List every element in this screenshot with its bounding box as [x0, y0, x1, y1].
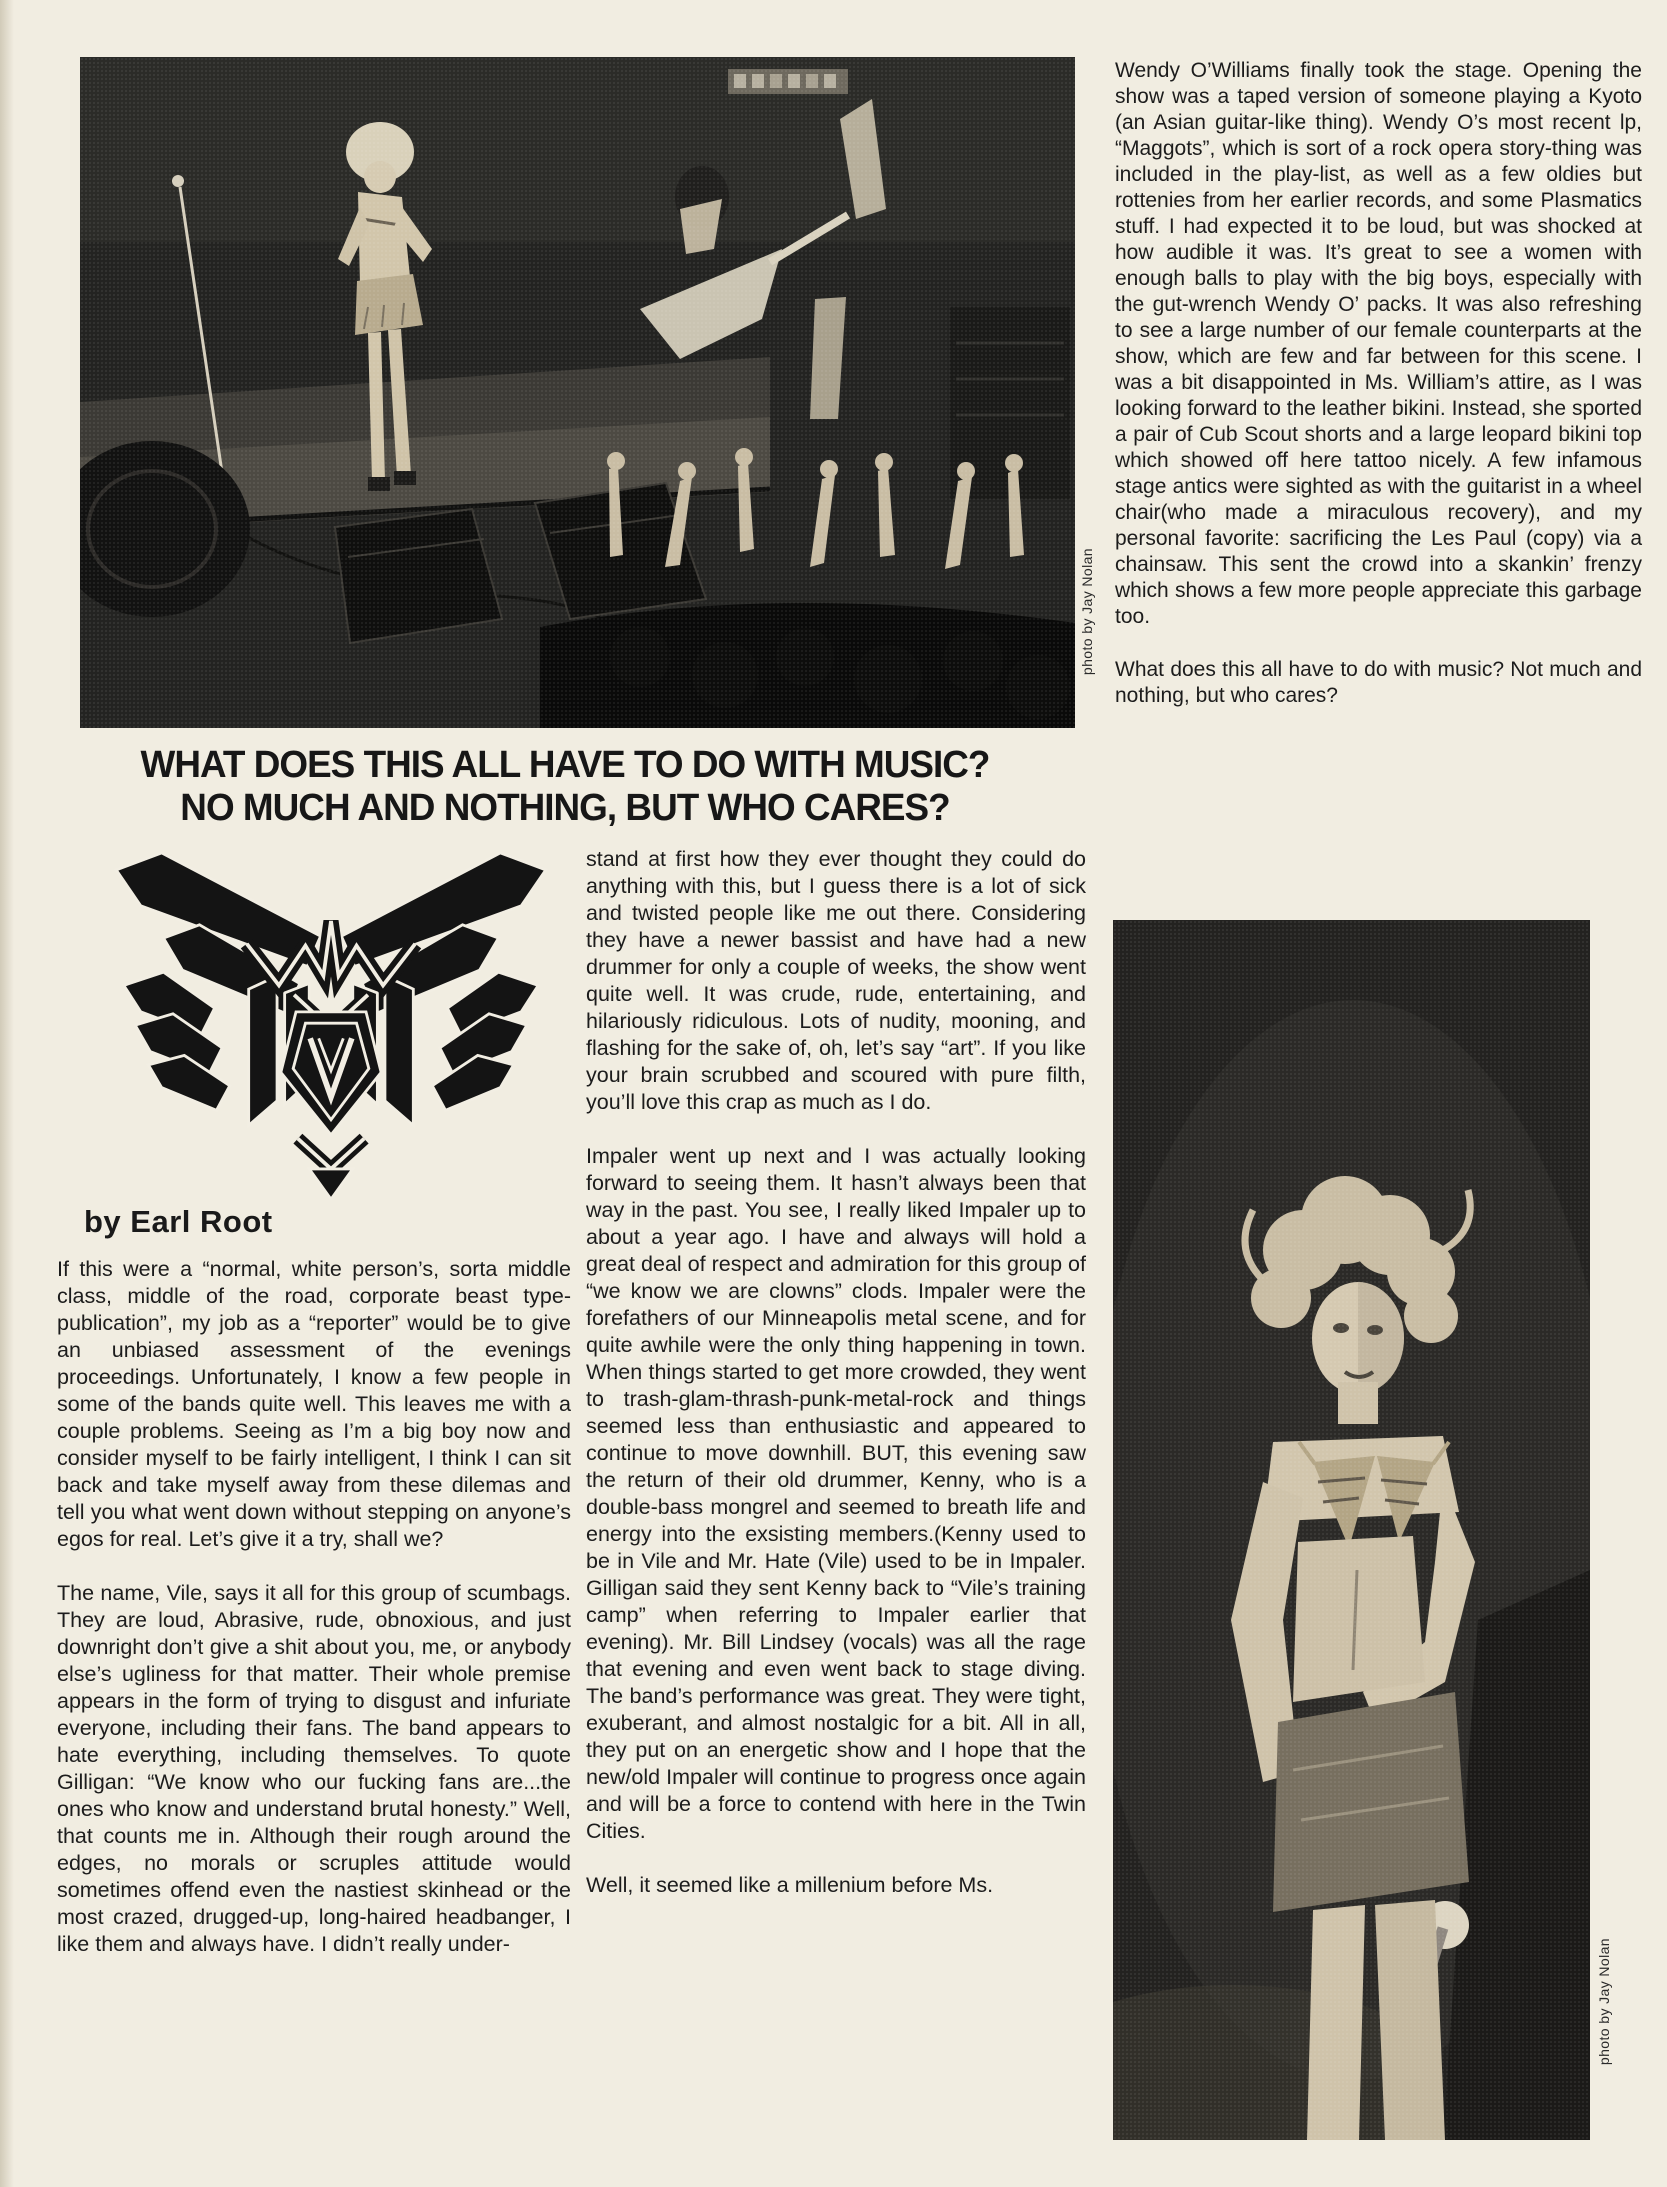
right-column: [1115, 58, 1642, 736]
wow-logo-art: [95, 851, 567, 1203]
headline-line-1: WHAT DOES THIS ALL HAVE TO DO WITH MUSIC?: [140, 744, 990, 786]
left-column: [57, 1256, 571, 1985]
article-paragraph: Wendy O’Williams finally took the stage. Opening the show was a taped version of someone playing a Kyoto (an Asian guitar-like thing). Wendy O’s most recent lp, “Maggots”, which is sort of a rock opera story-thing was included in the play-list, as well as a few oldies but rottenies from her earlier records, and some Plasmatics stuff. I had expected it to be loud, but was shocked at how audible it was. It’s great to see a women with enough balls to play with the big boys, especially with the gut-wrench Wendy O’ packs. It was also refreshing to see a large number of our female counterparts at the show, which are few and far between for this scene. I was a bit disappointed in Ms. William’s attire, as I was looking forward to the leather bikini. Instead, she sported a pair of Cub Scout shorts and a large leopard bikini top which showed off here tattoo nicely. A few infamous stage antics were sighted as with the guitarist in a wheel chair(who made a miraculous recovery), and my personal favorite: sacrificing the Les Paul (copy) via a chainsaw. This sent the crowd into a skankin’ frenzy which shows a few more people appreciate this garbage too.: [1115, 59, 1642, 628]
photo-credit-top-text: photo by Jay Nolan: [1079, 548, 1095, 676]
stage-photo: [80, 57, 1075, 728]
article-paragraph: The name, Vile, says it all for this group of scumbags. They are loud, Abrasive, rude, obnoxious, and just downright don’t give a shit about you, me, or anybody else’s ugliness for that matter. Their whole premise appears in the form of trying to disgust and infuriate everyone, including their fans. The band appears to hate everything, including themselves. To quote Gilligan: “We know who our fucking fans are...the ones who know and understand brutal honesty.” Well, that counts me in. Although their rough around the edges, no morals or scruples attitude would sometimes offend even the nastiest skinhead or the most crazed, drugged-up, long-haired headbanger, I like them and always have. I didn’t really under-: [57, 1581, 571, 1956]
article-paragraph: Well, it seemed like a millenium before Ms.: [586, 1873, 994, 1897]
headline-line-2: NO MUCH AND NOTHING, BUT WHO CARES?: [180, 787, 950, 829]
headline: [70, 744, 1059, 830]
stage-photo-art: [80, 57, 1075, 728]
article-paragraph: If this were a “normal, white person’s, sorta middle class, middle of the road, corporate beast type-publication”, my job as a “reporter” would be to give an unbiased assessment of the evenings proceedings. Unfortunately, I know a few people in some of the bands quite well. This leaves me with a couple problems. Seeing as I’m a big boy now and consider myself to be fairly intelligent, I think I can sit back and take myself away from these dilemas and tell you what went down without stepping on anyone’s egos for real. Let’s give it a try, shall we?: [57, 1257, 571, 1551]
article-paragraph: Impaler went up next and I was actually looking forward to seeing them. It hasn’t always been that way in the past. You see, I really liked Impaler up to about a year ago. I have and always will hold a great deal of respect and admiration for this group of “we know we are clowns” clods. Impaler were the forefathers of our Minneapolis metal scene, and for quite awhile were the only thing happening in town. When things started to get more crowded, they went to trash-glam-thrash-punk-metal-rock and things seemed less than enthusiastic and appeared to continue to move downhill. BUT, this evening saw the return of their old drummer, Kenny, who is a double-bass mongrel and seemed to breath life and energy into the exsisting members.(Kenny used to be in Vile and Mr. Hate (Vile) used to be in Impaler. Gilligan said they sent Kenny back to “Vile’s training camp” when referring to Impaler earlier that evening). Mr. Bill Lindsey (vocals) was all the rage that evening and even went back to stage diving. The band’s performance was great. They were tight, exuberant, and almost nostalgic for a bit. All in all, they put on an energetic show and I hope that the new/old Impaler will continue to progress once again and will be a force to contend with here in the Twin Cities.: [586, 1144, 1086, 1843]
byline: by Earl Root: [84, 1204, 273, 1239]
article-paragraph: stand at first how they ever thought they could do anything with this, but I guess there is a lot of sick and twisted people like me out there. Considering they have a newer bassist and have had a new drummer for only a couple of weeks, the show went quite well. It was crude, rude, entertaining, and hilariously ridiculous. Lots of nudity, mooning, and flashing for the sake of, oh, let’s say “art”. If you like your brain scrubbed and scoured with pure filth, you’ll love this crap as much as I do.: [586, 847, 1086, 1114]
article-paragraph: What does this all have to do with music? Not much and nothing, but who cares?: [1115, 658, 1642, 707]
wow-logo-icon: [95, 851, 567, 1203]
middle-column: [586, 846, 1086, 1926]
performer-photo: [1113, 920, 1590, 2140]
performer-photo-art: [1113, 920, 1590, 2140]
photo-credit-bottom-text: photo by Jay Nolan: [1596, 1938, 1612, 2066]
